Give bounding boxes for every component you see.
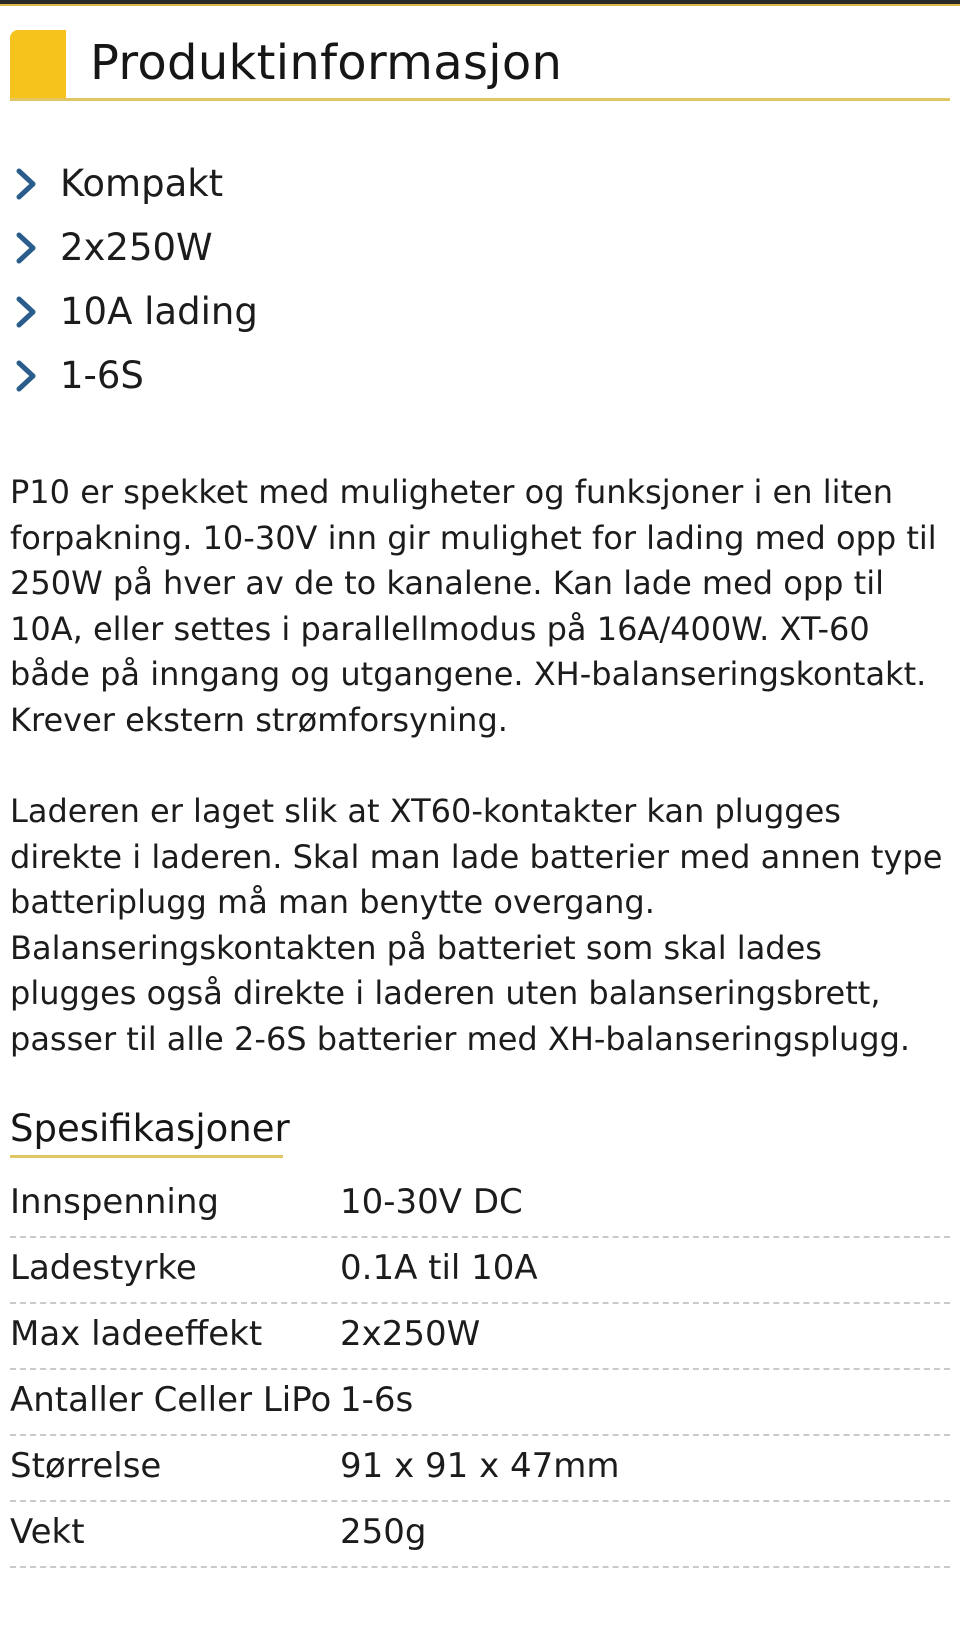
spec-value: 91 x 91 x 47mm	[340, 1446, 620, 1486]
specs-heading-underline	[10, 1155, 283, 1158]
header-underline	[10, 98, 950, 101]
spec-row	[10, 1304, 950, 1370]
spec-key: Innspenning	[10, 1182, 220, 1222]
chevron-right-icon	[10, 294, 46, 330]
feature-item	[10, 216, 258, 280]
feature-label: 2x250W	[60, 226, 213, 269]
feature-label: Kompakt	[60, 162, 224, 205]
chevron-right-icon	[10, 166, 46, 202]
spec-value: 250g	[340, 1512, 427, 1552]
spec-row	[10, 1370, 950, 1436]
page-title: Produktinformasjon	[90, 35, 563, 91]
spec-row	[10, 1172, 950, 1238]
description-paragraph-1: P10 er spekket med muligheter og funksjoner i en liten forpakning. 10-30V inn gir mulighet for lading med opp til 250W på hver av de to kanalene. Kan lade med opp til 10A, eller settes i parallellmodus på 16A/400W. XT-60 både på inngang og utgangene. XH-balanseringskontakt. Krever ekstern strømforsyning.	[10, 473, 937, 739]
spec-row	[10, 1436, 950, 1502]
top-rule	[0, 0, 960, 4]
spec-key: Antaller Celler LiPo	[10, 1380, 332, 1420]
chevron-right-icon	[10, 230, 46, 266]
spec-row	[10, 1502, 950, 1568]
spec-key: Ladestyrke	[10, 1248, 197, 1288]
spec-key: Max ladeeffekt	[10, 1314, 263, 1354]
feature-list	[10, 152, 258, 408]
specs-heading: Spesifikasjoner	[10, 1107, 290, 1150]
spec-key: Vekt	[10, 1512, 85, 1552]
spec-table	[10, 1172, 950, 1568]
spec-row	[10, 1238, 950, 1304]
feature-item	[10, 280, 258, 344]
feature-item	[10, 152, 258, 216]
spec-value: 0.1A til 10A	[340, 1248, 538, 1288]
spec-value: 1-6s	[340, 1380, 414, 1420]
feature-item	[10, 344, 258, 408]
chevron-right-icon	[10, 358, 46, 394]
feature-label: 10A lading	[60, 290, 258, 333]
feature-label: 1-6S	[60, 354, 144, 397]
header-accent-block	[10, 30, 66, 98]
spec-value: 10-30V DC	[340, 1182, 523, 1222]
description-paragraph-2: Laderen er laget slik at XT60-kontakter kan plugges direkte i laderen. Skal man lade batterier med annen type batteriplugg må man benytte overgang. Balanseringskontakten på batteriet som skal lades plugges også direkte i laderen uten balanseringsbrett, passer til alle 2-6S batterier med XH-balanseringsplugg.	[10, 792, 943, 1058]
spec-key: Størrelse	[10, 1446, 162, 1486]
section-header	[10, 30, 950, 100]
spec-value: 2x250W	[340, 1314, 481, 1354]
